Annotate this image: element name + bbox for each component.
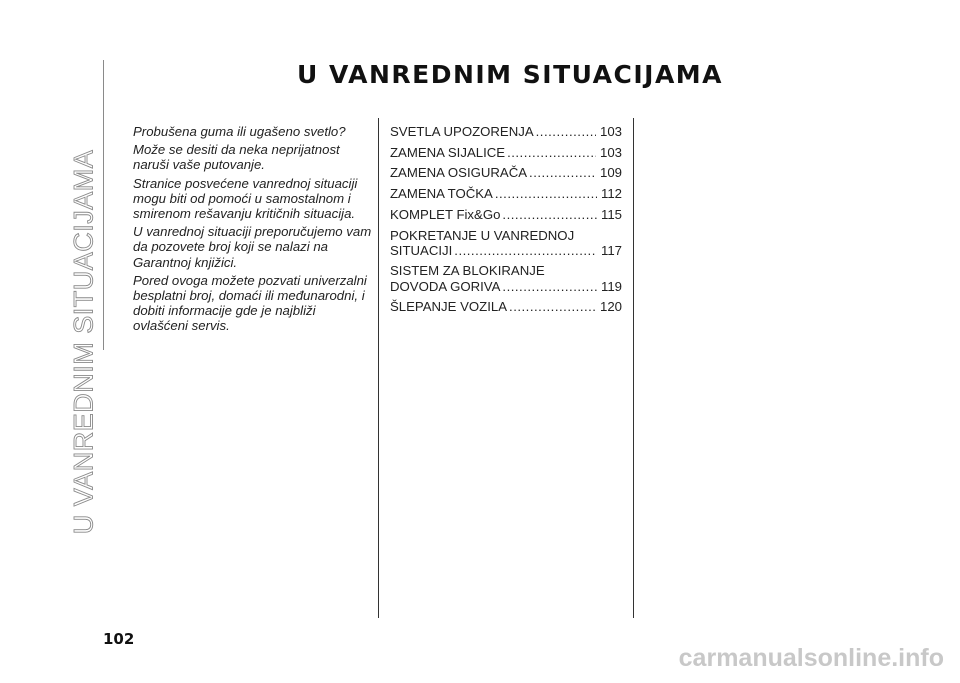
- toc-page-number: 120: [599, 299, 622, 315]
- toc-leader: [502, 207, 597, 222]
- toc-label-line1: POKRETANJE U VANREDNOJ: [390, 227, 575, 243]
- page-number: 102: [103, 630, 135, 648]
- toc-label: ZAMENA TOČKA: [390, 186, 493, 202]
- column-divider-left: [378, 118, 379, 618]
- toc-item[interactable]: [390, 145, 622, 160]
- toc-page-number: 112: [600, 186, 622, 202]
- toc-leader: [454, 243, 597, 258]
- toc-page-number: 119: [600, 278, 622, 294]
- table-of-contents: [390, 124, 622, 320]
- toc-label: ŠLEPANJE VOZILA: [390, 299, 508, 315]
- column-divider-right: [633, 118, 634, 618]
- toc-item[interactable]: [390, 165, 622, 180]
- toc-page-number: 115: [600, 206, 622, 222]
- toc-item[interactable]: [390, 299, 622, 314]
- toc-item[interactable]: [390, 228, 622, 258]
- page-title: U VANREDNIM SITUACIJAMA: [296, 60, 724, 89]
- toc-label-line1: SISTEM ZA BLOKIRANJE: [390, 263, 545, 279]
- toc-label: SITUACIJI: [390, 242, 453, 258]
- toc-leader: [495, 186, 597, 201]
- intro-text: [133, 124, 373, 337]
- toc-leader: [507, 145, 596, 160]
- toc-page-number: 103: [599, 124, 622, 139]
- toc-item[interactable]: [390, 186, 622, 201]
- toc-item[interactable]: [390, 124, 622, 139]
- intro-paragraph: U vanrednoj situaciji preporučujemo vam da pozovete broj koji se nalazi na Garantnoj knjižici.: [133, 224, 372, 270]
- toc-leader: [536, 124, 596, 139]
- intro-paragraph: Stranice posvećene vanrednoj situaciji mogu biti od pomoći u samostalnom i smirenom rešavanju kritičnih situacija.: [133, 175, 358, 222]
- toc-label: SVETLA UPOZORENJA: [390, 124, 534, 139]
- toc-label: ZAMENA OSIGURAČA: [390, 165, 528, 181]
- side-section-title-text: U VANREDNIM SITUACIJAMA: [68, 149, 99, 535]
- toc-item[interactable]: [390, 263, 622, 293]
- toc-page-number: 109: [599, 165, 622, 181]
- toc-page-number: 103: [599, 144, 622, 160]
- toc-item[interactable]: [390, 207, 622, 222]
- intro-paragraph: Probušena guma ili ugašeno svetlo?: [133, 124, 346, 139]
- side-rule: [103, 60, 104, 350]
- toc-page-number: 117: [600, 242, 622, 258]
- toc-leader: [529, 165, 596, 180]
- intro-paragraph: Pored ovoga možete pozvati univerzalni besplatni broj, domaći ili međunarodni, i dobiti informacije gde je najbliži ovlašćeni servis.: [133, 272, 367, 334]
- toc-leader: [509, 299, 596, 314]
- watermark: carmanualsonline.info: [678, 644, 944, 672]
- toc-label: KOMPLET Fix&Go: [390, 206, 501, 222]
- toc-leader: [502, 279, 597, 294]
- toc-label: ZAMENA SIJALICE: [390, 144, 506, 160]
- toc-label: DOVODA GORIVA: [390, 278, 501, 294]
- intro-paragraph: Može se desiti da neka neprijatnost naruši vaše putovanje.: [133, 142, 340, 173]
